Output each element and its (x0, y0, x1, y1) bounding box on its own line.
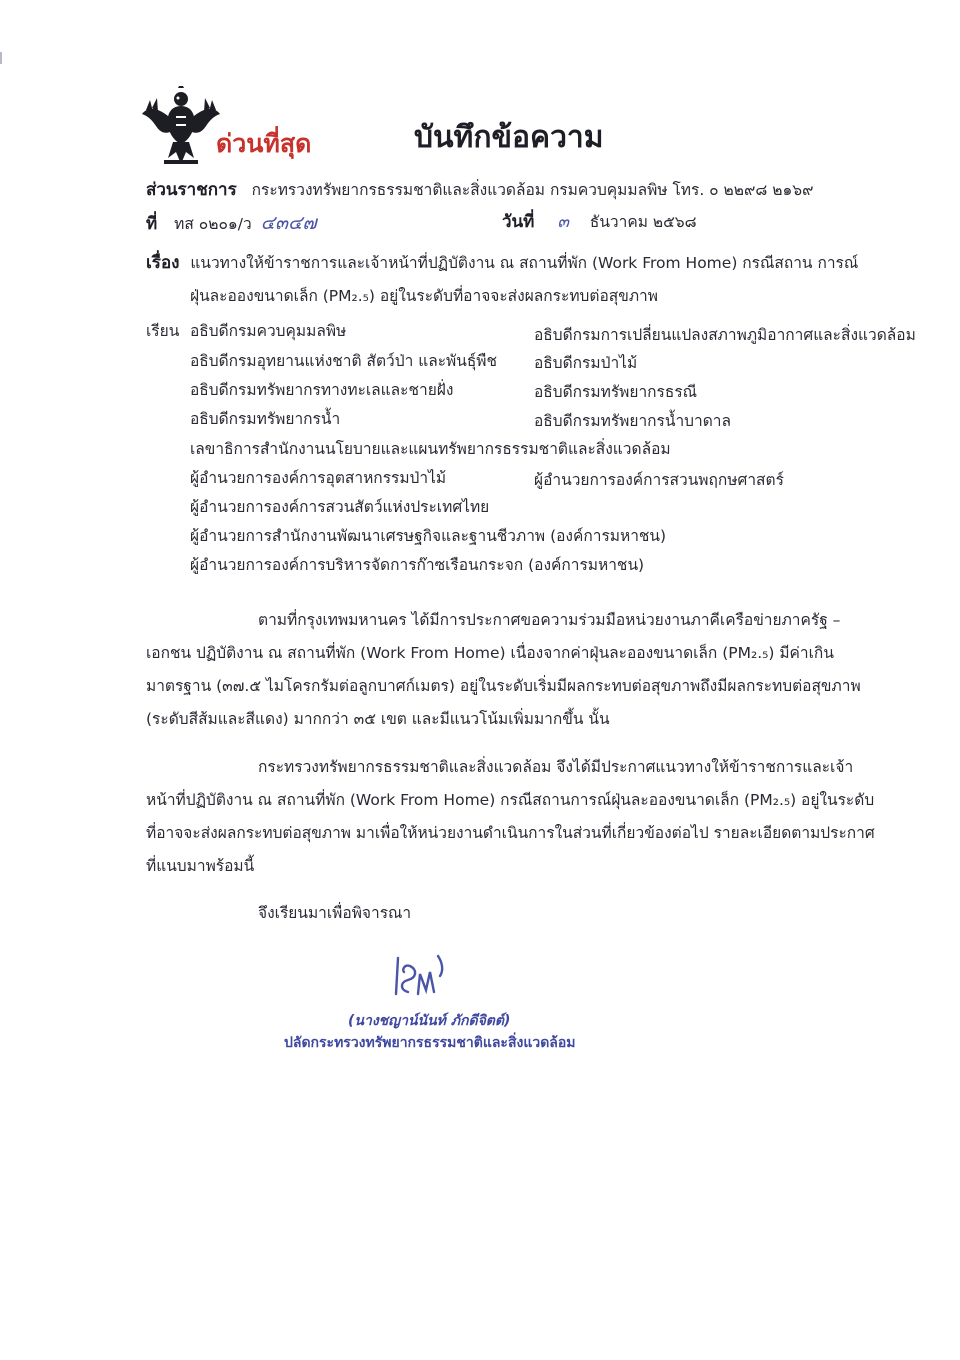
recipient-left-6: ผู้อำนวยการองค์การอุตสาหกรรมป่าไม้ (190, 469, 447, 487)
subject-label: เรื่อง (146, 253, 180, 273)
subject-row (146, 249, 858, 276)
urgent-stamp: ด่วนที่สุด (216, 129, 312, 158)
scan-mark (0, 52, 2, 64)
agency-value: กระทรวงทรัพยากรธรรมชาติและสิ่งแวดล้อม กรมควบคุมมลพิษ โทร. ๐ ๒๒๙๘ ๒๑๖๙ (251, 181, 814, 199)
date-day: ๓ (557, 212, 569, 232)
recipient-left-7: ผู้อำนวยการองค์การสวนสัตว์แห่งประเทศไทย (190, 498, 490, 516)
date-label: วันที่ (502, 212, 535, 232)
signer-position: ปลัดกระทรวงทรัพยากรธรรมชาติและสิ่งแวดล้อม (284, 1035, 576, 1051)
signer-name: (นางชญาน์นันท์ ภักดีจิตต์) (348, 1013, 511, 1029)
body-paragraph-2: กระทรวงทรัพยากรธรรมชาติและสิ่งแวดล้อม จึงได้มีประกาศแนวทางให้ข้าราชการและเจ้าหน้าที่ปฏิบัติงาน ณ สถานที่พัก (Work From Home) กรณีสถานการณ์ฝุ่นละอองขนาดเล็ก (PM₂.₅) อยู่ในระดับที่อาจจะส่งผลกระทบต่อสุขภาพ มาเพื่อให้หน่วยงานดำเนินการในส่วนที่เกี่ยวข้องต่อไป รายละเอียดตามประกาศที่แนบมาพร้อมนี้ (146, 758, 875, 875)
recipient-left-2: อธิบดีกรมอุทยานแห่งชาติ สัตว์ป่า และพันธุ์พืช (190, 352, 498, 370)
closing-line: จึงเรียนมาเพื่อพิจารณา (258, 904, 412, 922)
reference-number: ๔๓๔๗ (260, 212, 317, 234)
handwritten-signature-icon (388, 946, 458, 1006)
recipient-right-2: อธิบดีกรมป่าไม้ (534, 354, 638, 372)
garuda-emblem-icon (140, 86, 222, 168)
recipient-right-3: อธิบดีกรมทรัพยากรธรณี (534, 383, 698, 401)
reference-prefix: ทส ๐๒๐๑/ว (174, 215, 252, 233)
recipient-left-1: อธิบดีกรมควบคุมมลพิษ (190, 322, 347, 340)
recipient-right-5: ผู้อำนวยการองค์การสวนพฤกษศาสตร์ (534, 471, 784, 489)
reference-label: ที่ (146, 214, 158, 234)
recipient-left-5: เลขาธิการสำนักงานนโยบายและแผนทรัพยากรธรรมชาติและสิ่งแวดล้อม (190, 440, 671, 458)
recipient-right-1: อธิบดีกรมการเปลี่ยนแปลงสภาพภูมิอากาศและสิ่งแวดล้อม (534, 326, 916, 344)
recipient-left-3: อธิบดีกรมทรัพยากรทางทะเลและชายฝั่ง (190, 381, 454, 399)
agency-label: ส่วนราชการ (146, 180, 237, 200)
recipient-left-8: ผู้อำนวยการสำนักงานพัฒนาเศรษฐกิจและฐานชีวภาพ (องค์การมหาชน) (190, 527, 667, 545)
document-title: บันทึกข้อความ (414, 120, 604, 155)
recipient-left-9: ผู้อำนวยการองค์การบริหารจัดการก๊าซเรือนกระจก (องค์การมหาชน) (190, 556, 645, 574)
body-paragraph-1: ตามที่กรุงเทพมหานคร ได้มีการประกาศขอความร่วมมือหน่วยงานภาคีเครือข่ายภาครัฐ – เอกชน ปฏิบัติงาน ณ สถานที่พัก (Work From Home) เนื่องจากค่าฝุ่นละอองขนาดเล็ก (PM₂.₅) มีค่าเกินมาตรฐาน (๓๗.๕ ไมโครกรัมต่อลูกบาศก์เมตร) อยู่ในระดับเริ่มมีผลกระทบต่อสุขภาพถึงมีผลกระทบต่อสุขภาพ (ระดับสีส้มและสีแดง) มากกว่า ๓๕ เขต และมีแนวโน้มเพิ่มมากขึ้น นั้น (146, 611, 861, 728)
agency-row (146, 176, 813, 203)
recipient-right-4: อธิบดีกรมทรัพยากรน้ำบาดาล (534, 412, 731, 430)
recipient-left-4: อธิบดีกรมทรัพยากรน้ำ (190, 410, 341, 428)
date-row (502, 208, 697, 235)
recipients-label: เรียน (146, 322, 180, 340)
subject-line-2: ฝุ่นละอองขนาดเล็ก (PM₂.₅) อยู่ในระดับที่อาจจะส่งผลกระทบต่อสุขภาพ (190, 287, 658, 305)
subject-line-1: แนวทางให้ข้าราชการและเจ้าหน้าที่ปฏิบัติงาน ณ สถานที่พัก (Work From Home) กรณีสถาน การณ์ (190, 254, 859, 272)
reference-row (146, 208, 317, 238)
date-month-year: ธันวาคม ๒๕๖๘ (589, 213, 697, 231)
